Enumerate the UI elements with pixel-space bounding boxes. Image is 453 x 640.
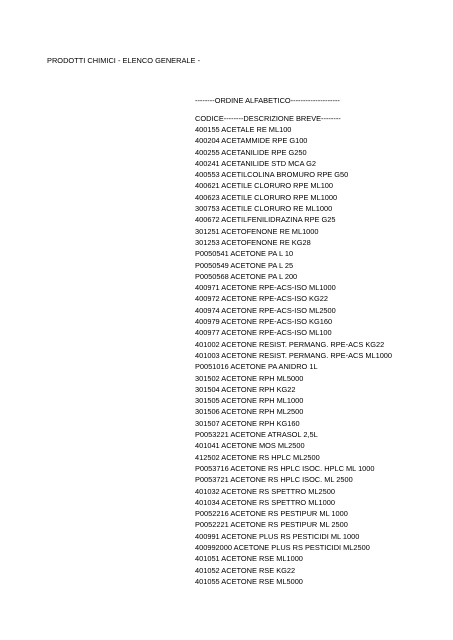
list-item: 400672 ACETILFENILIDRAZINA RPE G25	[195, 215, 336, 225]
document-title: PRODOTTI CHIMICI - ELENCO GENERALE -	[47, 56, 201, 65]
list-item: P0050568 ACETONE PA L 200	[195, 271, 298, 281]
list-item: P0052216 ACETONE RS PESTIPUR ML 1000	[195, 509, 348, 519]
list-item: 401002 ACETONE RESIST. PERMANG. RPE-ACS KG22	[195, 339, 385, 349]
list-item: 301507 ACETONE RPH KG160	[195, 418, 300, 428]
list-item: 401032 ACETONE RS SPETTRO ML2500	[195, 486, 335, 496]
column-header: CODICE--------DESCRIZIONE BREVE--------	[195, 114, 341, 123]
list-item: P0050549 ACETONE PA L 25	[195, 260, 294, 270]
list-item: 400979 ACETONE RPE-ACS-ISO KG160	[195, 317, 333, 327]
list-item: P0053221 ACETONE ATRASOL 2,5L	[195, 430, 318, 440]
list-item: 400621 ACETILE CLORURO RPE ML100	[195, 181, 334, 191]
list-item: 400204 ACETAMMIDE RPE G100	[195, 136, 308, 146]
list-item: 400553 ACETILCOLINA BROMURO RPE G50	[195, 170, 349, 180]
list-item: 401051 ACETONE RSE ML1000	[195, 554, 303, 564]
list-item: P0053716 ACETONE RS HPLC ISOC. HPLC ML 1000	[195, 463, 375, 473]
list-item: 401055 ACETONE RSE ML5000	[195, 576, 303, 586]
list-item: 401052 ACETONE RSE KG22	[195, 565, 296, 575]
list-item: 401003 ACETONE RESIST. PERMANG. RPE-ACS ML1000	[195, 350, 393, 360]
list-item: 400971 ACETONE RPE-ACS-ISO ML1000	[195, 283, 336, 293]
list-item: P0053721 ACETONE RS HPLC ISOC. ML 2500	[195, 475, 353, 485]
list-item: P0050541 ACETONE PA L 10	[195, 249, 294, 259]
list-item: 400241 ACETANILIDE STD MCA G2	[195, 158, 317, 168]
product-list	[195, 124, 392, 587]
list-item: 412502 ACETONE RS HPLC ML2500	[195, 452, 320, 462]
list-item: 400991 ACETONE PLUS RS PESTICIDI ML 1000	[195, 531, 360, 541]
list-item: 400977 ACETONE RPE-ACS-ISO ML100	[195, 328, 332, 338]
list-item: 300753 ACETILE CLORURO RE ML1000	[195, 204, 333, 214]
list-item: 400992000 ACETONE PLUS RS PESTICIDI ML2500	[195, 542, 370, 552]
list-item: P0051016 ACETONE PA ANIDRO 1L	[195, 362, 318, 372]
list-item: 400255 ACETANILIDE RPE G250	[195, 147, 307, 157]
list-item: 301251 ACETOFENONE RE ML1000	[195, 226, 319, 236]
list-item: 301505 ACETONE RPH ML1000	[195, 396, 304, 406]
list-item: 301504 ACETONE RPH KG22	[195, 384, 296, 394]
list-item: P0052221 ACETONE RS PESTIPUR ML 2500	[195, 520, 348, 530]
list-item: 301506 ACETONE RPH ML2500	[195, 407, 304, 417]
list-item: 301502 ACETONE RPH ML5000	[195, 373, 304, 383]
list-item: 400974 ACETONE RPE-ACS-ISO ML2500	[195, 305, 336, 315]
list-item: 400623 ACETILE CLORURO RPE ML1000	[195, 192, 338, 202]
list-item: 401034 ACETONE RS SPETTRO ML1000	[195, 497, 335, 507]
list-item: 401041 ACETONE MOS ML2500	[195, 441, 305, 451]
section-header: --------ORDINE ALFABETICO--------------------	[195, 96, 340, 105]
list-item: 301253 ACETOFENONE RE KG28	[195, 237, 311, 247]
list-item: 400155 ACETALE RE ML100	[195, 125, 292, 134]
list-item: 400972 ACETONE RPE-ACS-ISO KG22	[195, 294, 328, 304]
